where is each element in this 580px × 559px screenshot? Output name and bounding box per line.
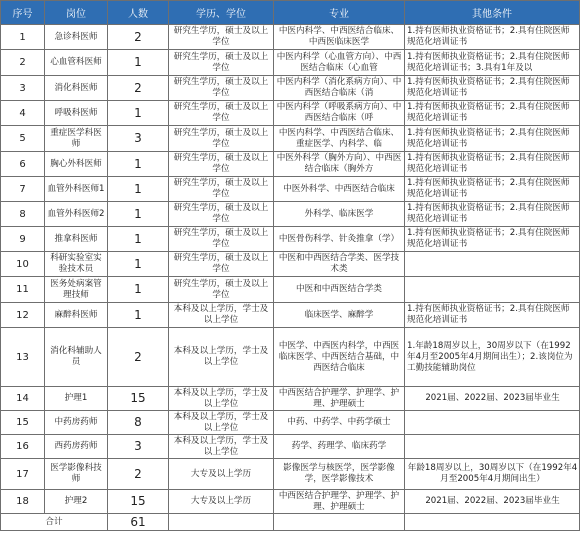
header-post: 岗位 [45,1,108,25]
other-conditions: 年龄18周岁以上，30周岁以下（在1992年4月至2005年4月期间出生） [405,459,580,490]
header-major: 专业 [274,1,405,25]
post-name: 消化科辅助人员 [45,328,108,387]
education-requirement: 本科及以上学历，学士及以上学位 [169,328,274,387]
other-conditions: 1.持有医师执业资格证书；2.具有住院医师规范化培训证书 [405,177,580,202]
education-requirement: 研究生学历，硕士及以上学位 [169,126,274,152]
education-requirement: 本科及以上学历，学士及以上学位 [169,303,274,328]
post-name: 急诊科医师 [45,25,108,50]
major-requirement: 中医骨伤科学、针灸推拿（学） [274,227,405,252]
table-row [1,152,580,177]
total-empty-cell [405,514,580,531]
table-row [1,459,580,490]
other-conditions: 1.持有医师执业资格证书；2.具有住院医师规范化培训证书 [405,202,580,227]
education-requirement: 研究生学历，硕士及以上学位 [169,101,274,126]
header-row [1,1,580,25]
major-requirement: 中药、中药学、中药学硕士 [274,411,405,435]
post-name: 心血管科医师 [45,50,108,76]
post-name: 中药房药师 [45,411,108,435]
education-requirement: 本科及以上学历，学士及以上学位 [169,435,274,459]
major-requirement: 中西医结合护理学、护理学、护理、护理硕士 [274,490,405,514]
headcount: 1 [108,101,169,126]
other-conditions: 1.持有医师执业资格证书；2.具有住院医师规范化培训证书 [405,101,580,126]
major-requirement: 中西医结合护理学、护理学、护理、护理硕士 [274,387,405,411]
headcount: 2 [108,25,169,50]
total-row [1,514,580,531]
post-name: 重症医学科医师 [45,126,108,152]
table-row [1,277,580,303]
post-name: 护理1 [45,387,108,411]
other-conditions: 1.持有医师执业资格证书；2.具有住院医师规范化培训证书 [405,25,580,50]
major-requirement: 药学、药理学、临床药学 [274,435,405,459]
major-requirement: 外科学、临床医学 [274,202,405,227]
headcount: 15 [108,387,169,411]
post-name: 呼吸科医师 [45,101,108,126]
headcount: 2 [108,76,169,101]
row-number: 4 [1,101,45,126]
headcount: 2 [108,459,169,490]
row-number: 14 [1,387,45,411]
headcount: 1 [108,50,169,76]
row-number: 18 [1,490,45,514]
major-requirement: 中医内科学、中西医结合临床、重症医学、内科学、临 [274,126,405,152]
post-name: 消化科医师 [45,76,108,101]
other-conditions: 1.持有医师执业资格证书；2.具有住院医师规范化培训证书 [405,152,580,177]
education-requirement: 研究生学历，硕士及以上学位 [169,227,274,252]
row-number: 7 [1,177,45,202]
row-number: 10 [1,252,45,277]
row-number: 17 [1,459,45,490]
major-requirement: 中医内科学（呼吸系病方向）、中西医结合临床（呼 [274,101,405,126]
post-name: 麻醉科医师 [45,303,108,328]
education-requirement: 研究生学历，硕士及以上学位 [169,152,274,177]
major-requirement: 中医外科学（胸外方向）、中西医结合临床（胸外方 [274,152,405,177]
headcount: 1 [108,202,169,227]
education-requirement: 研究生学历，硕士及以上学位 [169,277,274,303]
table-row [1,25,580,50]
other-conditions: 1.年龄18周岁以上，30周岁以下（在1992年4月至2005年4月期间出生）；2.该岗位为工勤技能辅助岗位 [405,328,580,387]
headcount: 3 [108,126,169,152]
header-count: 人数 [108,1,169,25]
row-number: 9 [1,227,45,252]
header-other: 其他条件 [405,1,580,25]
other-conditions: 2021届、2022届、2023届毕业生 [405,490,580,514]
other-conditions: 1.持有医师执业资格证书；2.具有住院医师规范化培训证书；3.具有1年及以 [405,50,580,76]
row-number: 2 [1,50,45,76]
row-number: 6 [1,152,45,177]
headcount: 2 [108,328,169,387]
major-requirement: 影像医学与核医学，医学影像学，医学影像技术 [274,459,405,490]
headcount: 1 [108,303,169,328]
major-requirement: 中医和中西医结合学类 [274,277,405,303]
row-number: 11 [1,277,45,303]
education-requirement: 大专及以上学历 [169,490,274,514]
headcount: 1 [108,277,169,303]
major-requirement: 中医学、中西医内科学，中西医临床医学、中西医结合基础，中西医结合临床 [274,328,405,387]
header-edu: 学历、学位 [169,1,274,25]
post-name: 科研实验室实验技术员 [45,252,108,277]
education-requirement: 研究生学历，硕士及以上学位 [169,202,274,227]
education-requirement: 研究生学历，硕士及以上学位 [169,25,274,50]
major-requirement: 中医和中西医结合学类、医学技术类 [274,252,405,277]
table-body [1,25,580,514]
headcount: 1 [108,252,169,277]
headcount: 8 [108,411,169,435]
table-row [1,387,580,411]
other-conditions: 1.持有医师执业资格证书；2.具有住院医师规范化培训证书 [405,303,580,328]
post-name: 胸心外科医师 [45,152,108,177]
table-row [1,227,580,252]
post-name: 医务处病案管理技师 [45,277,108,303]
post-name: 血管外科医师1 [45,177,108,202]
education-requirement: 研究生学历，硕士及以上学位 [169,177,274,202]
row-number: 5 [1,126,45,152]
table-row [1,76,580,101]
post-name: 西药房药师 [45,435,108,459]
other-conditions [405,277,580,303]
headcount: 1 [108,152,169,177]
row-number: 16 [1,435,45,459]
table-row [1,252,580,277]
table-row [1,411,580,435]
post-name: 护理2 [45,490,108,514]
major-requirement: 临床医学、麻醉学 [274,303,405,328]
other-conditions: 1.持有医师执业资格证书；2.具有住院医师规范化培训证书 [405,76,580,101]
headcount: 15 [108,490,169,514]
row-number: 1 [1,25,45,50]
headcount: 3 [108,435,169,459]
other-conditions [405,435,580,459]
education-requirement: 本科及以上学历，学士及以上学位 [169,411,274,435]
major-requirement: 中医内科学、中西医结合临床、中西医临床医学 [274,25,405,50]
education-requirement: 研究生学历，硕士及以上学位 [169,252,274,277]
header-no: 序号 [1,1,45,25]
headcount: 1 [108,227,169,252]
table-row [1,435,580,459]
post-name: 医学影像科技师 [45,459,108,490]
major-requirement: 中医内科学（心血管方向）、中西医结合临床（心血管 [274,50,405,76]
other-conditions [405,411,580,435]
table-row [1,177,580,202]
row-number: 12 [1,303,45,328]
row-number: 3 [1,76,45,101]
total-label: 合计 [1,514,108,531]
major-requirement: 中医内科学（消化系病方向）、中西医结合临床（消 [274,76,405,101]
post-name: 血管外科医师2 [45,202,108,227]
table-row [1,126,580,152]
other-conditions: 1.持有医师执业资格证书；2.具有住院医师规范化培训证书 [405,126,580,152]
total-empty-cell [169,514,274,531]
other-conditions [405,252,580,277]
other-conditions: 2021届、2022届、2023届毕业生 [405,387,580,411]
total-empty-cell [274,514,405,531]
table-row [1,202,580,227]
row-number: 8 [1,202,45,227]
table-row [1,101,580,126]
major-requirement: 中医外科学、中西医结合临床 [274,177,405,202]
education-requirement: 研究生学历，硕士及以上学位 [169,50,274,76]
row-number: 13 [1,328,45,387]
other-conditions: 1.持有医师执业资格证书；2.具有住院医师规范化培训证书 [405,227,580,252]
education-requirement: 研究生学历，硕士及以上学位 [169,76,274,101]
education-requirement: 大专及以上学历 [169,459,274,490]
table-row [1,490,580,514]
total-count: 61 [108,514,169,531]
table-row [1,50,580,76]
table-row [1,328,580,387]
table-row [1,303,580,328]
education-requirement: 本科及以上学历，学士及以上学位 [169,387,274,411]
post-name: 推拿科医师 [45,227,108,252]
headcount: 1 [108,177,169,202]
row-number: 15 [1,411,45,435]
